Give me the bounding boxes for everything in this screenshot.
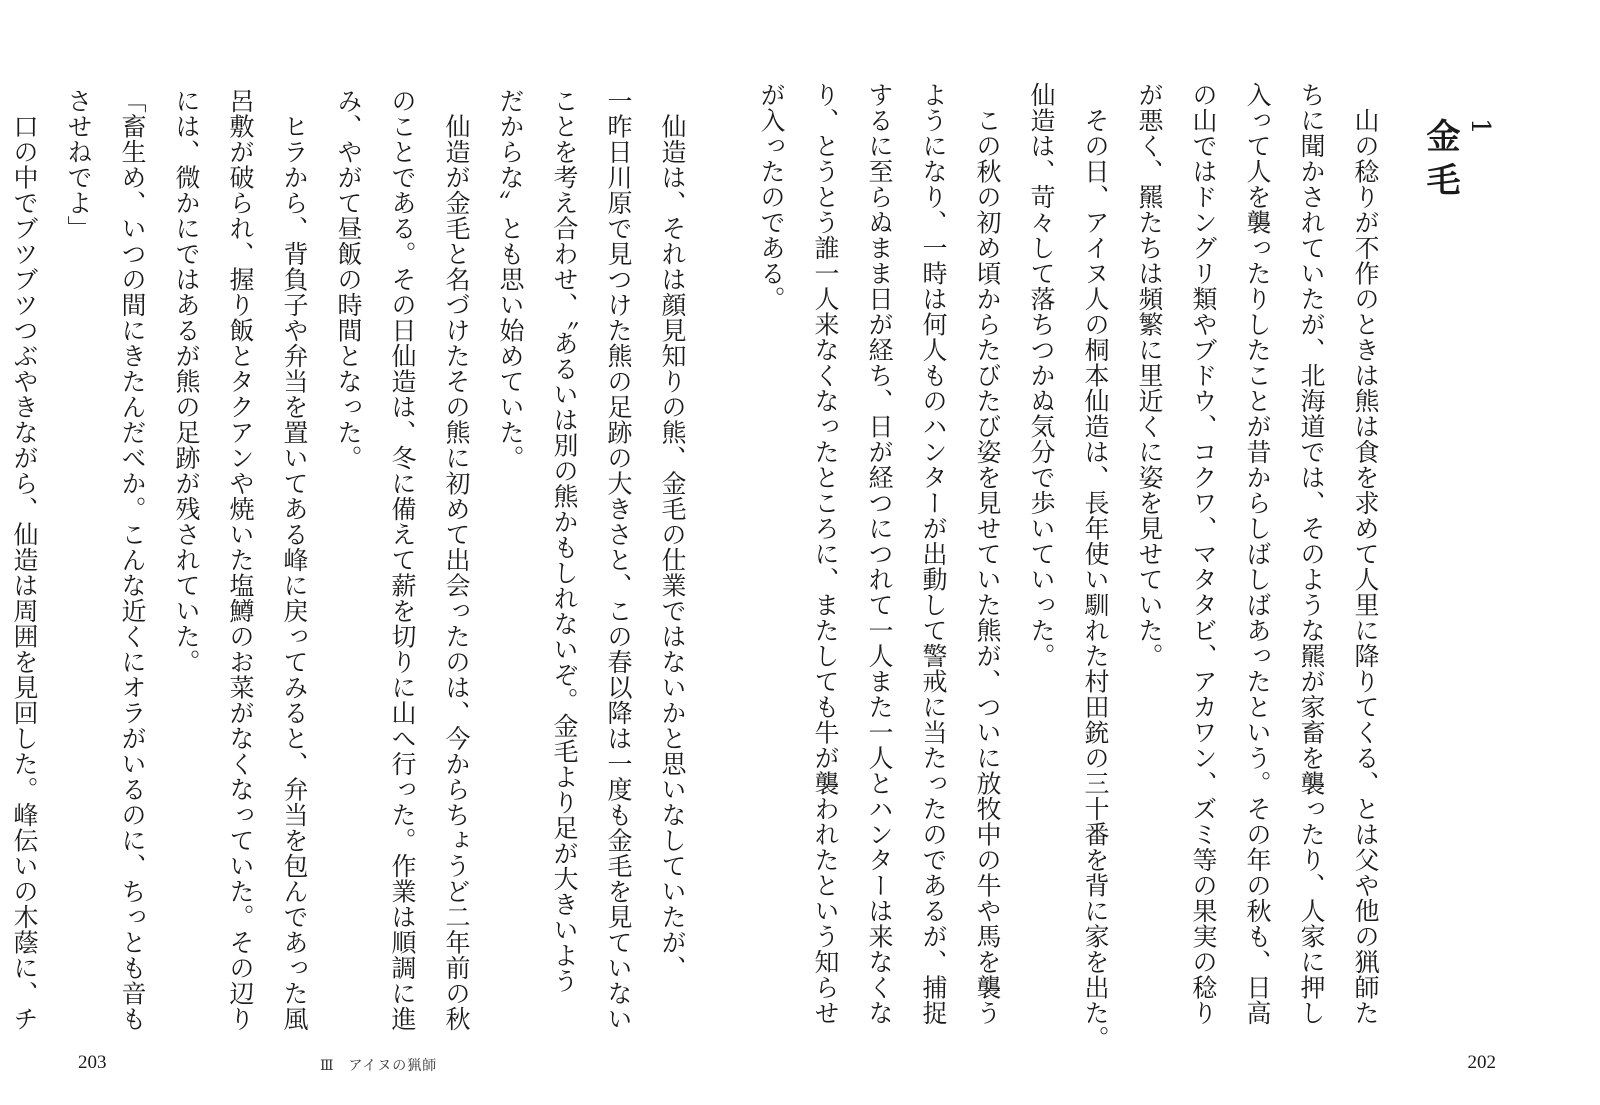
text-line: 口の中でブツブツつぶやきながら、仙造は周囲を見回した。峰伝いの木蔭に、チ [10,88,39,1032]
text-line: させねでよ」 [64,88,93,241]
text-line: り、とうとう誰一人来なくなったところに、またしても牛が襲われたという知らせ [811,82,840,1026]
text-line: 仙造が金毛と名づけたその熊に初めて出会ったのは、今からちょうど二年前の秋 [442,88,471,1032]
text-line: するに至らぬまま日が経ち、日が経つにつれて一人また一人とハンターは来なくな [865,82,894,1026]
text-line: ちに聞かされていたが、北海道では、そのような羆が家畜を襲ったり、人家に押し [1297,82,1326,1026]
text-line: 一昨日川原で見つけた熊の足跡の大きさと、この春以降は一度も金毛を見ていない [604,88,633,1032]
text-line: が入ったのである。 [757,82,786,312]
running-head-title: アイヌの猟師 [348,1058,438,1074]
text-line: 仙造は、それは顔見知りの熊、金毛の仕業ではないかと思いなしていたが、 [658,88,687,981]
text-line: の山ではドングリ類やブドウ、コクワ、マタタビ、アカワン、ズミ等の果実の稔り [1189,82,1218,1026]
page-number-right: 202 [1467,1052,1496,1073]
right-page-body [744,82,1392,1051]
text-line: 「畜生め、いつの間にきたんだべか。こんな近くにオラがいるのに、ちっとも音も [118,88,147,1032]
text-line: その日、アイヌ人の桐本仙造は、長年使い馴れた村田銃の三十番を背に家を出た。 [1081,82,1110,1051]
text-line: 呂敷が破られ、握り飯とタクアンや焼いた塩鱒のお菜がなくなっていた。その辺り [226,88,255,1032]
text-line: 入って人を襲ったりしたことが昔からしばしばあったという。その年の秋も、日高 [1243,82,1272,1026]
chapter-number: 1 [1465,118,1495,145]
chapter-title: 金毛 [1420,118,1460,206]
text-line: ことを考え合わせ、〝あるいは別の熊かもしれないぞ。金毛より足が大きいよう [550,88,579,994]
text-line: が悪く、羆たちは頻繁に里近くに姿を見せていた。 [1135,82,1164,669]
running-head-section: Ⅲ [320,1058,335,1074]
text-line: 仙造は、苛々して落ちつかぬ気分で歩いていった。 [1027,82,1056,669]
text-line: だからな〟とも思い始めていた。 [496,88,525,471]
chapter-heading [1420,118,1500,206]
running-head [320,1055,437,1075]
right-page [757,0,1600,1105]
text-line: ようになり、一時は何人ものハンターが出動して警戒に当たったのであるが、捕捉 [919,82,948,1026]
text-line: ヒラから、背負子や弁当を置いてある峰に戻ってみると、弁当を包んであった風 [280,88,309,1032]
text-line: のことである。その日仙造は、冬に備えて薪を切りに山へ行った。作業は順調に進 [388,88,417,1032]
left-page-body [0,88,699,1032]
text-line: には、微かにではあるが熊の足跡が残されていた。 [172,88,201,675]
page-number-left: 203 [78,1052,107,1073]
text-line: 山の稔りが不作のときは熊は食を求めて人里に降りてくる、とは父や他の猟師た [1351,82,1380,1026]
text-line: み、やがて昼飯の時間となった。 [334,88,363,471]
text-line: この秋の初め頃からたびたび姿を見せていた熊が、ついに放牧中の牛や馬を襲う [973,82,1002,1026]
